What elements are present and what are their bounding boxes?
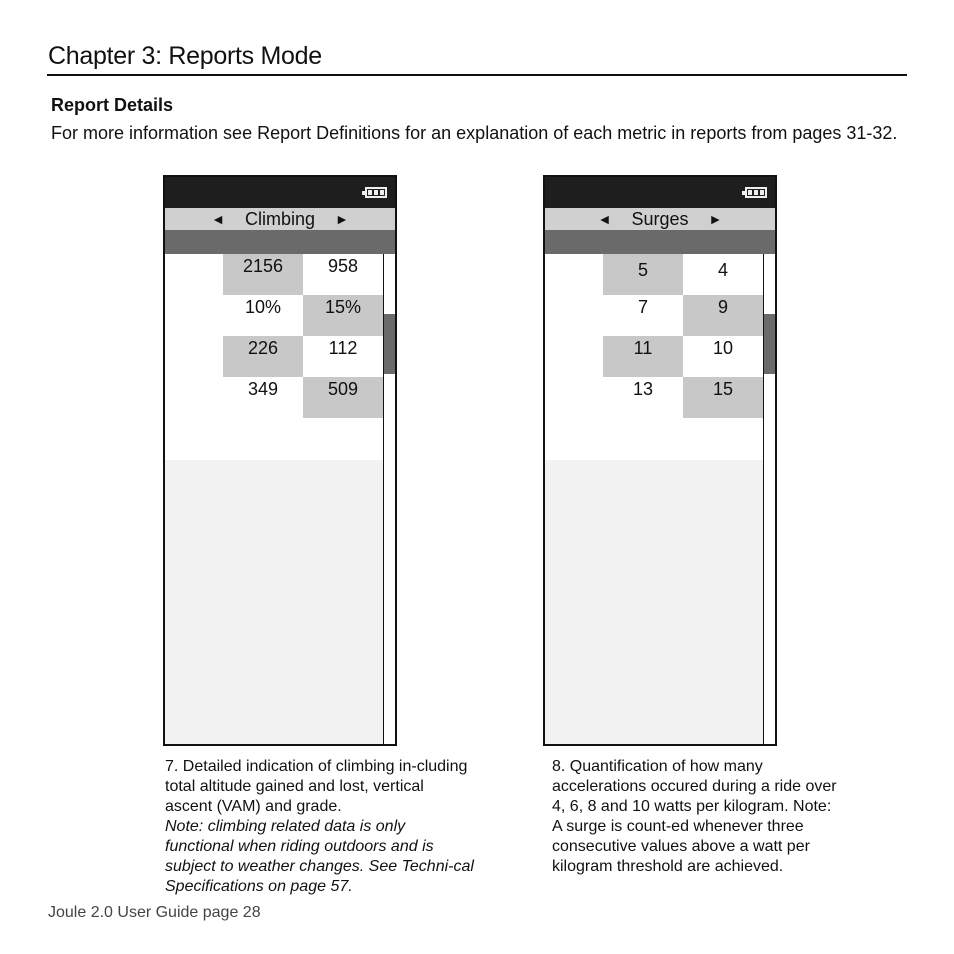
caption-climbing (165, 757, 475, 897)
chapter-title: Chapter 3: Reports Mode (48, 42, 322, 70)
grid-cell: 5 (603, 254, 683, 295)
grid-cell: 112 (328, 338, 358, 358)
grid-cell: 11 (603, 336, 683, 377)
grid-cell: 958 (327, 256, 359, 276)
grid-cell: 15 (683, 377, 763, 418)
right-arrow-icon[interactable]: ► (335, 211, 349, 227)
battery-icon (745, 187, 767, 198)
device-screen-surges (543, 175, 777, 746)
report-title-bar (545, 208, 775, 230)
caption-text: 7. Detailed indication of climbing in-cluding total altitude gained and lost, vertical ascent (VAM) and grade. (165, 758, 468, 815)
caption-text: 8. Quantification of how many accelerations occured during a ride over 4, 6, 8 and 10 watts per kilogram. Note: A surge is count-ed whenever three consecutive values above a watt per kilogram threshold are achieved. (552, 758, 837, 875)
grid-cell: 349 (247, 379, 279, 399)
grid-cell: 226 (223, 336, 303, 377)
caption-note: Note: climbing related data is only functional when riding outdoors and is subject to weather changes. See Techni-cal Specifications on page 57. (165, 818, 474, 895)
report-grid (545, 254, 763, 460)
header-bar (165, 230, 395, 254)
grid-cell: 9 (683, 295, 763, 336)
grid-cell: 2156 (223, 254, 303, 295)
left-arrow-icon[interactable]: ◄ (211, 211, 225, 227)
scrollbar-thumb[interactable] (764, 314, 775, 374)
grid-cell: 7 (637, 297, 648, 317)
grid-cell: 13 (632, 379, 654, 399)
grid-cell: 15% (303, 295, 383, 336)
section-heading: Report Details (51, 95, 174, 115)
battery-icon (365, 187, 387, 198)
caption-surges (552, 757, 842, 877)
report-title-bar (165, 208, 395, 230)
intro-paragraph: For more information see Report Definitions for an explanation of each metric in reports from pages 31-32. (51, 123, 898, 143)
scrollbar-thumb[interactable] (384, 314, 395, 374)
grid-cell: 10% (244, 297, 282, 317)
scrollbar[interactable] (383, 254, 395, 744)
grid-cell: 10 (712, 338, 734, 358)
grid-cell: 509 (303, 377, 383, 418)
scrollbar[interactable] (763, 254, 775, 744)
page-footer: Joule 2.0 User Guide page 28 (48, 904, 261, 921)
chapter-divider (47, 74, 907, 76)
report-title: Surges (631, 208, 689, 229)
status-bar (165, 177, 395, 208)
device-screen-climbing (163, 175, 397, 746)
status-bar (545, 177, 775, 208)
right-arrow-icon[interactable]: ► (708, 211, 723, 227)
report-title: Climbing (244, 208, 316, 229)
report-grid (165, 254, 383, 460)
left-arrow-icon[interactable]: ◄ (597, 211, 612, 227)
grid-cell: 4 (717, 260, 728, 280)
header-bar (545, 230, 775, 254)
